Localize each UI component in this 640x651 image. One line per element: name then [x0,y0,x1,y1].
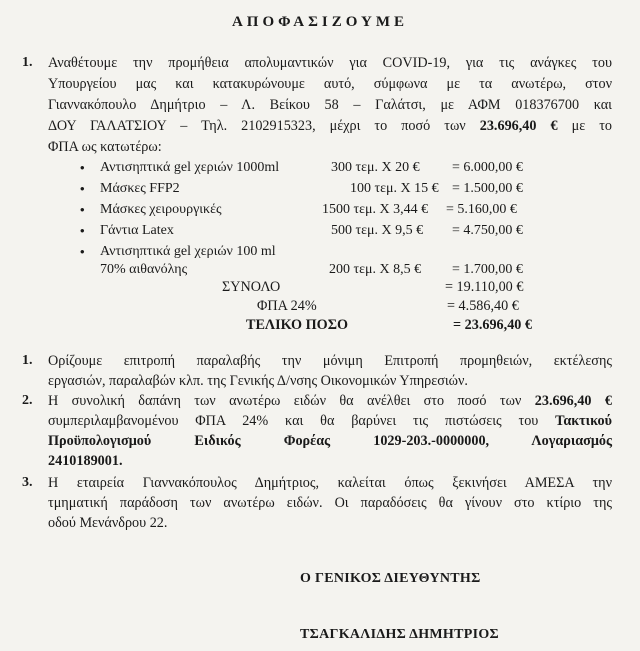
item-name: Αντισηπτικά gel χεριών 1000ml [100,160,280,175]
item-quantity: 500 τεμ. Χ 9,5 € [331,223,424,238]
bullet: • [80,223,85,238]
item-total: = 4.750,00 € [452,223,523,238]
section-line-amount [48,118,612,135]
item-total: = 1.700,00 € [452,262,523,277]
bullet: • [80,244,85,259]
item-name-continued: 70% αιθανόλης [100,262,188,277]
document-heading: ΑΠΟΦΑΣΙΖΟΥΜΕ [231,14,409,30]
bullet: • [80,181,85,196]
decision-number: 2. [22,393,33,408]
item-name: Μάσκες FFP2 [100,181,180,196]
item-name: Αντισηπτικά gel χεριών 100 ml [100,244,276,259]
item-total: = 6.000,00 € [452,160,523,175]
section-line: Υπουργείου μας και κατακυρώνουμε αυτό, σύμφωνα με τα ανωτέρω, στον [48,76,612,92]
item-total: = 5.160,00 € [446,202,517,217]
section-number: 1. [22,55,33,70]
decision-bold-text: Τακτικού [555,413,612,429]
decision-line: Η εταιρεία Γιαννακόπουλος Δημήτριος, καλείται όπως ξεκινήσει ΑΜΕΣΑ την [48,475,612,491]
decision-text: Η συνολική δαπάνη των ανωτέρω ειδών θα ανέλθει στο ποσό των [48,393,535,409]
item-name: Γάντια Latex [100,223,174,238]
section-line: ΦΠΑ ως κατωτέρω: [48,139,162,155]
section-amount: 23.696,40 € [479,118,558,134]
decision-account-number: 2410189001. [48,453,123,469]
section-text: ΔΟΥ ΓΑΛΑΤΣΙΟΥ – Τηλ. 2102915323, μέχρι το ποσό των [48,118,480,134]
signatory-role: Ο ΓΕΝΙΚΟΣ ΔΙΕΥΘΥΝΤΗΣ [300,571,481,586]
decision-line [48,413,612,430]
section-text: με το [557,118,613,134]
item-quantity: 100 τεμ. Χ 15 € [350,181,439,196]
item-quantity: 300 τεμ. Χ 20 € [331,160,420,175]
decision-amount: 23.696,40 € [534,393,612,409]
final-total-label: ΤΕΛΙΚΟ ΠΟΣΟ [246,317,349,333]
decision-text: συμπεριλαμβανομένου ΦΠΑ 24% και θα βαρύνει τις πιστώσεις του [48,413,556,429]
decision-line: τμηματική παράδοση των ανωτέρω ειδών. Οι παραδόσεις θα γίνουν στο κτίριο της [48,495,612,511]
decision-line: εργασιών, παραλαβών κλπ. της Γενικής Δ/νσης Οικονομικών Υπηρεσιών. [48,373,468,389]
decision-number: 3. [22,475,33,490]
final-total-value: = 23.696,40 € [453,317,533,333]
section-line: Αναθέτουμε την προμήθεια απολυμαντικών για COVID-19, για τις ανάγκες του [48,55,612,71]
section-line: Γιαννακόπουλο Δημήτριο – Λ. Βείκου 58 – Γαλάτσι, με ΑΦΜ 018376700 και [48,97,612,113]
decision-line: οδού Μενάνδρου 22. [48,515,168,531]
item-quantity: 200 τεμ. Χ 8,5 € [329,262,422,277]
decision-number: 1. [22,353,33,368]
bullet: • [80,160,85,175]
decision-line: Ορίζουμε επιτροπή παραλαβής την μόνιμη Επιτροπή προμηθειών, εκτέλεσης [48,353,612,369]
sum-label: ΣΥΝΟΛΟ [222,279,281,295]
item-name: Μάσκες χειρουργικές [100,202,222,217]
bullet: • [80,202,85,217]
sum-value: = 19.110,00 € [445,279,524,295]
vat-value: = 4.586,40 € [447,298,519,314]
decision-budget-line: Προϋπολογισμού Ειδικός Φορέας 1029-203.-0000000, Λογαριασμός [48,433,612,449]
signatory-name: ΤΣΑΓΚΑΛΙΔΗΣ ΔΗΜΗΤΡΙΟΣ [300,627,499,642]
item-quantity: 1500 τεμ. Χ 3,44 € [322,202,429,217]
decision-line-amount [48,393,612,410]
item-total: = 1.500,00 € [452,181,523,196]
vat-label: ΦΠΑ 24% [257,298,317,314]
